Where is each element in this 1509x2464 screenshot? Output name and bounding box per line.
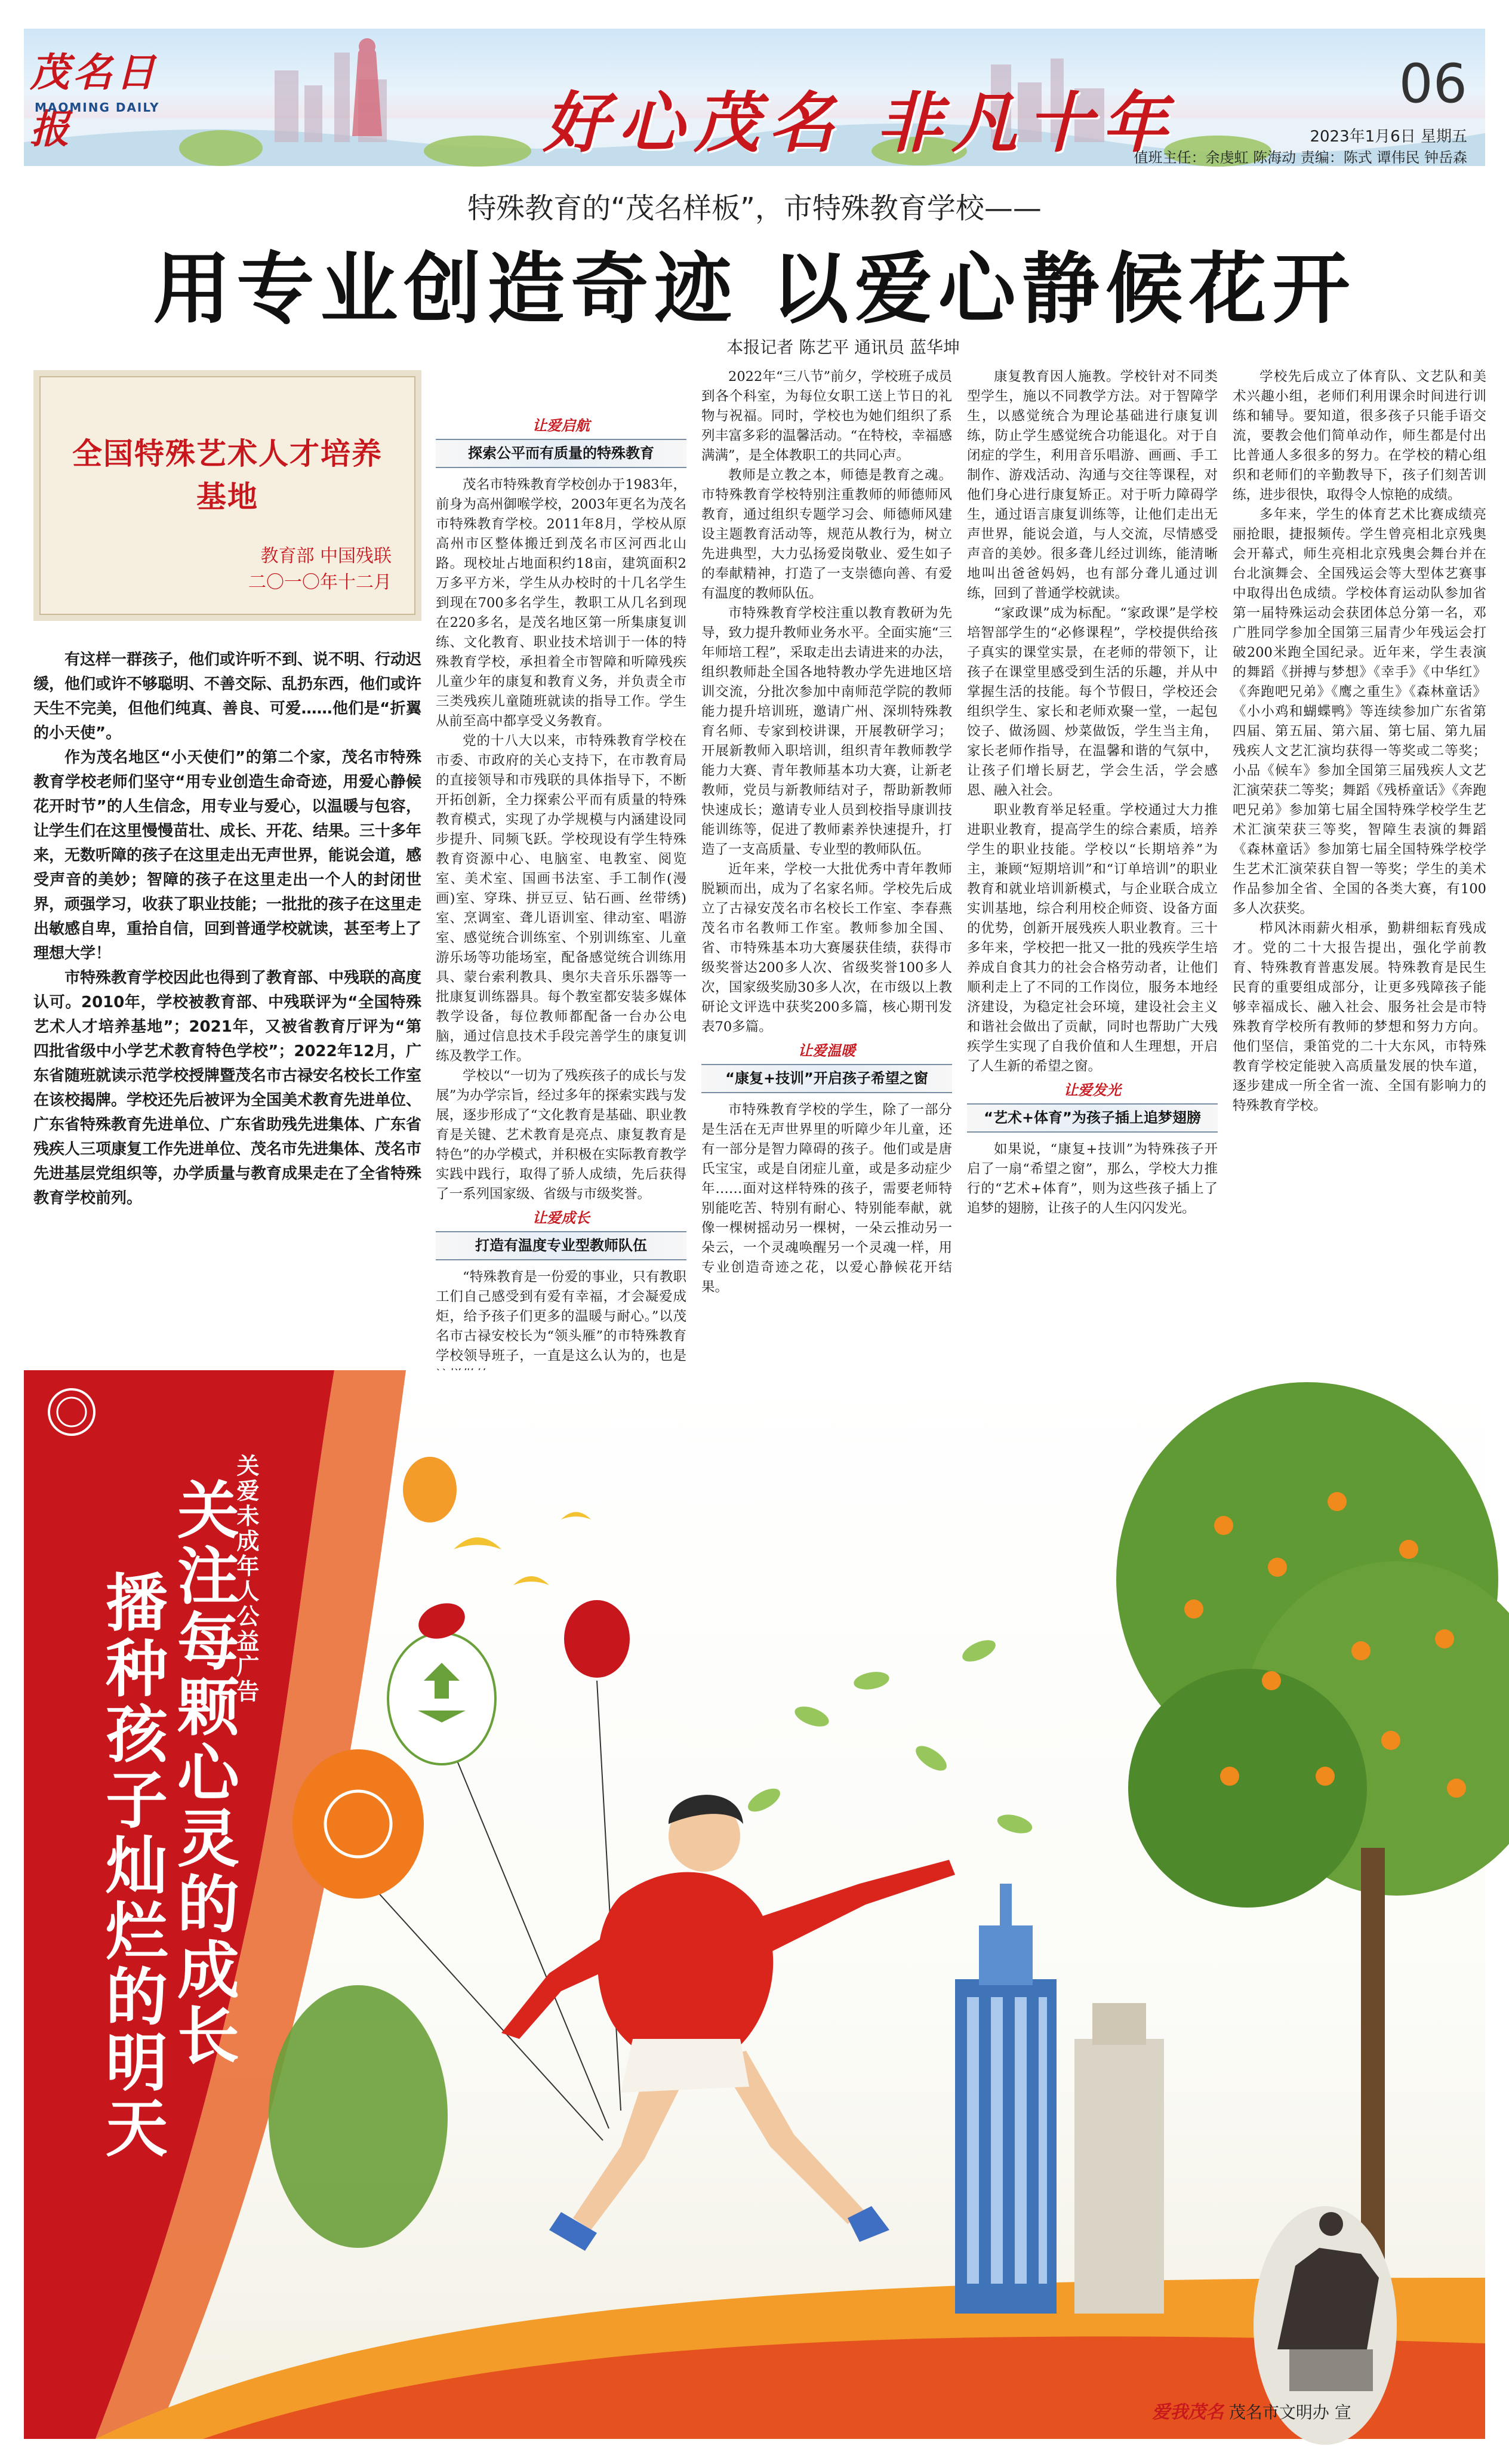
body-paragraph: 栉风沐雨薪火相承，勤耕细耘育残成才。党的二十大报告提出，强化学前教育、特殊教育普惠发展。特殊教育是民生民育的重要组成部分，让更多残障孩子能够幸福成长、融入社会、服务社会是市特殊教育学校所有教师的梦想和努力方向。他们坚信，秉笛党的二十大东风，市特殊教育学校定能驶入高质量发展的快车道，逐步建成一所全省一流、全国有影响力的特殊教育学校。 [1233,921,1486,1113]
body-paragraph: 市特殊教育学校注重以教育教研为先导，致力提升教师业务水平。全面实施“三年师培工程”，采取走出去请进来的办法，组织教师赴全国各地特教办学先进地区培训交流，分批次参加中南师范学院的教师能力提升培训班，邀请广州、深圳特殊教育名师、专家到校讲课，开展教研学习；开展新教师入职培训，组织青年教师教学能力大赛、青年教师基本功大赛，让新老教师，党员与新教师结对子，帮助新教师快速成长；邀请专业人员到校指导康训技能训练等，促进了教师素养快速提升，打造了一支高质量、专业型的教师队伍。 [701,605,952,857]
emblem-icon [49,1389,94,1435]
body-paragraph: 如果说，“康复+技训”为特殊孩子开启了一扇“希望之窗”，那么，学校大力推行的“艺术+体育”，则为这些孩子插上了追梦的翅膀，让孩子的人生闪闪发光。 [967,1142,1218,1216]
poster-brand: 爱我茂名 [1152,2402,1224,2423]
section-tag: 让爱发光 [1064,1081,1121,1099]
bird-icon [454,1512,591,1586]
lead-paragraph: 有这样一群孩子，他们或许听不到、说不明、行动迟缓，他们或许不够聪明、不善交际、乱扔东西，他们或许天生不完美，但他们纯真、善良、可爱……他们是“折翼的小天使”。 [33,651,422,742]
article-column-4 [967,367,1218,1349]
body-paragraph: 学校先后成立了体育队、文艺队和美术兴趣小组，老师们利用课余时间进行训练和辅导。要知道，很多孩子只能手语交流，要教会他们简单动作，师生都是付出比普通人多很多的努力。在学校的精心组织和老师们的辛勤教导下，孩子们刻苦训练，进步很快，取得令人惊艳的成绩。 [1233,369,1486,503]
paper-name: 茂名日报 [30,49,159,152]
article-column-5 [1233,367,1486,1349]
tree-icon [1116,1382,1509,2266]
section-heading [967,1080,1218,1133]
tree-icon [269,1985,448,2248]
lead-paragraph: 作为茂名地区“小天使们”的第二个家，茂名市特殊教育学校老师们坚守“用专业创造生命奇迹，用爱心静候花开时节”的人生信念，用专业与爱心，以温暖与包容，让学生们在这里慢慢苗壮、成长、开花、结果。三十多年来，无数听障的孩子在这里走出无声世界，能说会道，感受声音的美妙；智障的孩子在这里走出一个人的封闭世界，顽强学习，收获了职业技能；一批批的孩子在这里走出敏感自卑，重拾自信，回到普通学校就读，甚至考上了理想大学！ [33,749,422,962]
masthead [24,29,1485,166]
poster-category: 关爱未成年人公益广告 [233,1454,260,1705]
article-lead [33,648,421,1346]
editor-credits: 值班主任：余虔虹 陈海动 责编：陈式 谭伟民 钟岳森 [1134,149,1467,166]
section-heading [701,1041,952,1093]
page-number: 06 [1399,53,1467,115]
body-paragraph: “特殊教育是一份爱的事业，只有教职工们自己感受到有爱有幸福，才会凝爱成炬，给予孩子们更多的温暖与耐心。”以茂名市古禄安校长为“领头雁”的市特殊教育学校领导班子，一直是这么认为的，也是 [436,1269,686,1364]
poster-organization: 茂名市文明办 宣 [1228,2403,1351,2422]
article-column-2 [436,412,686,1364]
issue-date: 2023年1月6日 星期五 [1310,128,1467,146]
section-tag: 让爱温暖 [798,1042,855,1059]
body-paragraph: 党的十八大以来，市特殊教育学校在市委、市政府的关心支持下，在市教育局的直接领导和市残联的具体指导下，不断开拓创新，全力探索公平而有质量的特殊教育模式，实现了办学规模与内涵建设同步提升、同频飞跃。学校现设有学生特殊教育资源中心、电脑室、电教室、阅览室、美术室、国画书法室、手工制作(漫画)室、穿珠、拼豆豆、钻石画、丝带绣)室、烹调室、聋儿语训室、律动室、唱游室、感觉统合训练室、个别训练室、儿童游乐场等功能场室，配备感觉统合训练用具、蒙台索利教具、奥尔夫音乐乐器等一批康复训练器具。每个教室都安装多媒体教学设备，每位教师都配备一台办公电脑，通过信息技术手段完善学生的康复训练及教学工作。 [436,733,686,1064]
section-tag: 让爱成长 [532,1209,590,1226]
section-title: 探索公平而有质量的特殊教育 [436,439,686,468]
plaque-date: 二〇一〇年十二月 [248,572,392,593]
body-paragraph: 学校以“一切为了残疾孩子的成长与发展”为办学宗旨，经过多年的探索实践与发展，逐步形成了“文化教育是基础、职业教育是关键、艺术教育是亮点、康复教育是特色”的办学模式，并积极在实际教育教学实践中践行，取得了骄人成绩，先后获得了一系列国家级、省级与市级奖誉。 [436,1068,686,1202]
section-heading [436,416,686,468]
section-title: “康复+技训”开启孩子希望之窗 [701,1064,952,1093]
article-byline: 本报记者 陈艺平 通讯员 蓝华坤 [726,337,960,357]
article-kicker: 特殊教育的“茂名样板”，市特殊教育学校—— [467,192,1042,225]
article-headline: 用专业创造奇迹 以爱心静候花开 [153,243,1356,334]
section-heading [436,1208,686,1260]
leaf-icon [744,1636,1034,1837]
section-tag: 让爱启航 [532,417,590,434]
poster-slogan-line-1: 关注每颗心灵的成长 [167,1478,240,2069]
body-paragraph: 近年来，学校一大批优秀中青年教师脱颖而出，成为了名家名师。学校先后成立了古禄安茂名市名校长工作室、李春燕茂名市名教师工作室。教师参加全国、省、市特殊基本功大赛屡获佳绩，获得市级奖誉达200多人次、省级奖誉100多人次，国家级奖励30多人次，在市级以上教研论文评选中获奖200多篇，核心期刊发表70多篇。 [701,862,952,1035]
plaque-title: 全国特殊艺术人才培养基地 [72,436,383,514]
plaque-issuer: 教育部 中国残联 [260,546,392,567]
article-column-3 [701,367,952,1349]
body-paragraph: 康复教育因人施教。学校针对不同类型学生，施以不同教学方法。对于智障学生，以感觉统合为理论基础进行康复训练，防止学生感觉统合功能退化。对于自闭症的学生，利用音乐唱游、画画、手工制作、游戏活动、沟通与交往等课程，对他们身心进行康复矫正。对于听力障碍学生，通过语言康复训练等，让他们走出无声世界，能说会道，与人交流，尽情感受声音的美妙。很多聋儿经过训练，能清晰地叫出爸爸妈妈，也有部分聋儿通过训练，回到了普通学校就读。 [967,369,1218,601]
paper-name-en: MAOMING DAILY [35,100,160,115]
poster-signature [1152,2397,1351,2423]
body-paragraph: 多年来，学生的体育艺术比赛成绩亮丽抢眼，捷报频传。学生曾亮相北京残奥会开幕式，师生亮相北京残奥会舞台并在台北演舞会、全国残运会等大型体艺赛事中取得出色成绩。学校体育运动队参加省第一届特殊运动会获团体总分第一名，邓广胜同学参加全国第三届青少年残运会打破200米跑全国纪录。近年来，学生表演的舞蹈《拼搏与梦想》《幸手》《中华红》《奔跑吧兄弟》《鹰之重生》《森林童话》《小小鸡和蝴蝶鸭》等连续参加广东省第四届、第五届、第六届、第七届、第九届残疾人文艺汇演均获得一等奖或二等奖；小品《候车》参加全国第三届残疾人文艺汇演荣获二等奖；舞蹈《残桥童话》《奔跑吧兄弟》参加第七届全国特殊学校学生艺术汇演荣获三等奖，智障生表演的舞蹈《森林童话》参加第七届全国特殊学校学生艺术汇演荣获自智一等奖；学生的美术作品参加全省、全国的各类大赛，有100多人次获奖。 [1233,507,1486,916]
running-child-figure [501,1795,955,2251]
building-icon [955,1884,1164,2314]
body-paragraph: 2022年“三八节”前夕，学校班子成员到各个科室，为每位女职工送上节日的礼物与祝福。同时，学校也为她们组织了系列丰富多彩的温馨活动。“在特校，幸福感满满”，是全体教职工的共同心声。 [701,369,952,463]
paper-logo [30,41,185,152]
body-paragraph: 职业教育举足轻重。学校通过大力推进职业教育，提高学生的综合素质，培养学生的职业技能。学校以“长期培养”为主，兼顾“短期培训”和“订单培训”的职业教育和就业培训新模式，与企业联合成立实训基地，综合利用校企师资、设备方面的优势，创新开展残疾人职业教育。三十多年来，学校把一批又一批的残疾学生培养成自食其力的社会合格劳动者，让他们顺利走上了不同的工作岗位，服务本地经济建设，为稳定社会环境，建设社会主义和谐社会做出了贡献，同时也帮助广大残疾学生实现了自我价值和人生理想，开启了人生新的希望之窗。 [967,802,1218,1074]
body-paragraph: “家政课”成为标配。“家政课”是学校培智部学生的“必修课程”，学校提供给孩子真实的课堂实景，在老师的带领下，让孩子在课堂里感受到生活的乐趣，并从中掌握生活的技能。每个节假日，学校还会组织学生、家长和老师欢聚一堂，一起包饺子、做汤圆、炒菜做饭，学生当主角，家长老师作指导，在温馨和谐的气氛中，让孩子们增长厨艺，学会生活，学会感恩、融入社会。 [967,605,1218,798]
masthead-slogan: 好心茂名 非凡十年 [543,84,1178,161]
body-paragraph: 茂名市特殊教育学校创办于1983年，前身为高州御喉学校，2003年更名为茂名市特殊教育学校。2011年8月，学校从原高州市区整体搬迁到茂名市区河西北山路。现校址占地面积约18亩，建筑面积2万多平方米，学生从办校时的十几名学生到现在700多名学生，教职工从几名到现在220多名，是茂名地区第一所集康复训练、文化教育、职业技术培训于一体的特殊教育学校，承担着全市智障和听障残疾儿童少年的康复和教育义务，并负责全市三类残疾儿童随班就读的指导工作。学生从前至高中都享受义务教育。 [436,477,686,729]
section-title: 打造有温度专业型教师队伍 [436,1231,686,1260]
plaque-photo [33,370,421,621]
lead-paragraph: 市特殊教育学校因此也得到了教育部、中残联的高度认可。2010年，学校被教育部、中残联评为“全国特殊艺术人才培养基地”；2021年，又被省教育厅评为“第四批省级中小学艺术教育特色学校”；2022年12月，广东省随班就读示范学校授牌暨茂名市古禄安名校长工作室在该校揭牌。学校还先后被评为全国美术教育先进单位、广东省特殊教育先进单位、广东省助残先进集体、广东省残疾人三项康复工作先进单位、茂名市先进集体、茂名市先进基层党组织等，办学质量与教育成果走在了全省特殊教育学校前列。 [33,969,422,1207]
body-paragraph: 市特殊教育学校的学生，除了一部分是生活在无声世界里的听障少年儿童，还有一部分是智力障碍的孩子。他们或是唐氏宝宝，或是自闭症儿童，或是多动症少年……面对这样特殊的孩子，需要老师特别能吃苦、特别有耐心、特别能奉献，就像一棵树摇动另一棵树，一朵云推动另一朵云，一个灵魂唤醒另一个灵魂一样，用专业创造奇迹之花，以爱心静候花开结果。 [701,1102,952,1295]
public-service-poster [24,1370,1485,2439]
plaque-signature [248,543,392,596]
poster-slogan-line-2: 播种孩子灿烂的明天 [95,1570,168,2161]
body-paragraph: 教师是立教之本，师德是教育之魂。市特殊教育学校特别注重教师的师德师风教育，通过组织专题学习会、师德师风建设主题教育活动等，规范从教行为，树立先进典型，大力弘扬爱岗敬业、爱生如子的奉献精神，打造了一支崇德向善、有爱有温度的教师队伍。 [701,467,952,601]
section-title: “艺术+体育”为孩子插上追梦翅膀 [967,1103,1218,1133]
